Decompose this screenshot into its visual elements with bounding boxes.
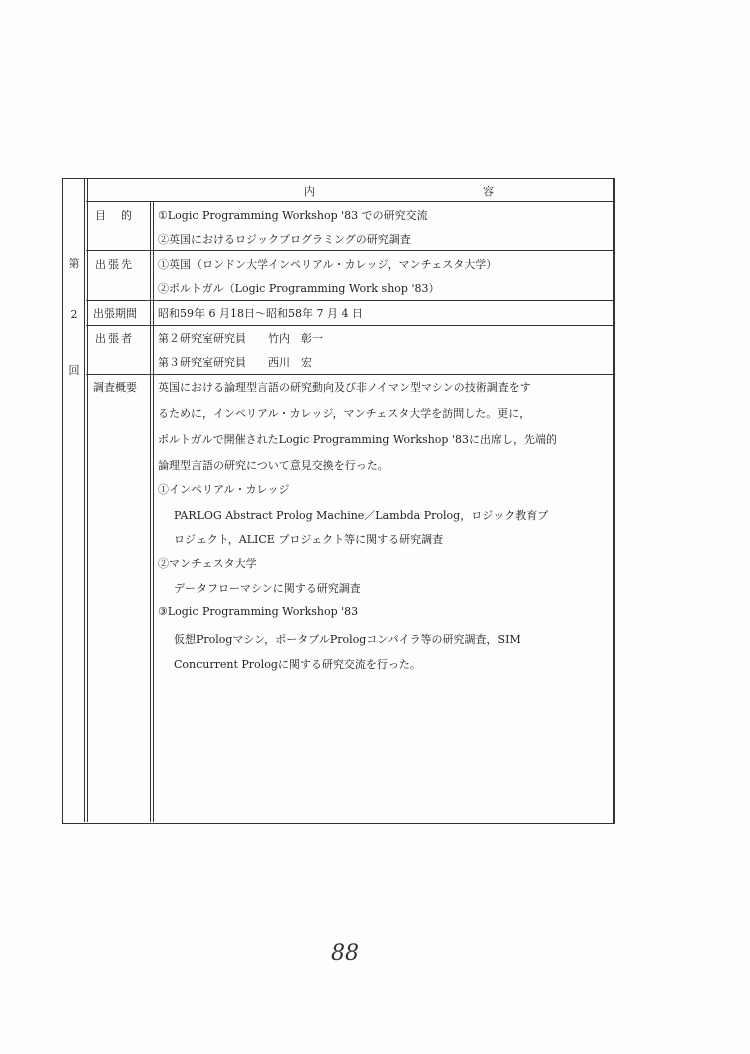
report-table-frame: [62, 178, 615, 824]
summary-line: 仮想Prologマシン，ポータブルPrologコンパイラ等の研究調査，SIM: [174, 633, 521, 646]
row-divider: [86, 250, 614, 251]
traveler-line: 第３研究室研究員 西川 宏: [158, 356, 312, 369]
row-label-destination: 出張先: [95, 258, 134, 271]
header-label-content-1: 内: [304, 185, 315, 198]
header-top-line: [86, 178, 614, 179]
table-right-border: [613, 178, 615, 823]
summary-line: るために，インペリアル・カレッジ，マンチェスタ大学を訪問した。更に，: [158, 407, 531, 420]
summary-line: 論理型言語の研究について意見交換を行った。: [158, 459, 389, 472]
row-label-traveler: 出張者: [95, 332, 134, 345]
summary-line: ポルトガルで開催されたLogic Programming Workshop '83に出席し，先端的: [158, 433, 557, 446]
destination-line: ②ポルトガル（Logic Programming Work shop '83）: [158, 282, 440, 295]
summary-line: ロジェクト，ALICE プロジェクト等に関する研究調査: [174, 533, 444, 546]
side-label-number: 2: [70, 308, 78, 321]
side-label-dai: 第: [68, 257, 80, 270]
row-label-purpose: 目 的: [95, 209, 134, 222]
purpose-line: ①Logic Programming Workshop '83 での研究交流: [158, 209, 428, 222]
row-label-summary: 調査概要: [93, 381, 137, 394]
summary-line: ②マンチェスタ大学: [158, 557, 257, 570]
row-divider: [86, 374, 614, 375]
row-label-period: 出張期間: [93, 307, 137, 320]
row-divider: [86, 300, 614, 301]
purpose-line: ②英国におけるロジックプログラミングの研究調査: [158, 233, 411, 246]
row-divider: [86, 325, 614, 326]
side-column-divider: [84, 178, 88, 822]
summary-line: Concurrent Prologに関する研究交流を行った。: [174, 658, 421, 671]
header-bottom-line: [86, 201, 614, 202]
label-column-divider: [150, 202, 154, 822]
header-label-content-2: 容: [483, 185, 494, 198]
summary-line: ①インペリアル・カレッジ: [158, 483, 290, 496]
traveler-line: 第２研究室研究員 竹内 彰一: [158, 332, 323, 345]
summary-line: 英国における論理型言語の研究動向及び非ノイマン型マシンの技術調査をす: [158, 381, 531, 394]
summary-line: ③Logic Programming Workshop '83: [158, 605, 359, 618]
handwritten-page-mark: 88: [331, 941, 359, 966]
summary-line: データフローマシンに関する研究調査: [174, 582, 361, 595]
side-label-kai: 回: [68, 364, 80, 377]
period-line: 昭和59年 6 月18日～昭和58年 7 月 4 日: [158, 307, 363, 320]
summary-line: PARLOG Abstract Prolog Machine／Lambda Prolog，ロジック教育プ: [174, 509, 549, 522]
destination-line: ①英国（ロンドン大学インペリアル・カレッジ，マンチェスタ大学）: [158, 258, 498, 271]
